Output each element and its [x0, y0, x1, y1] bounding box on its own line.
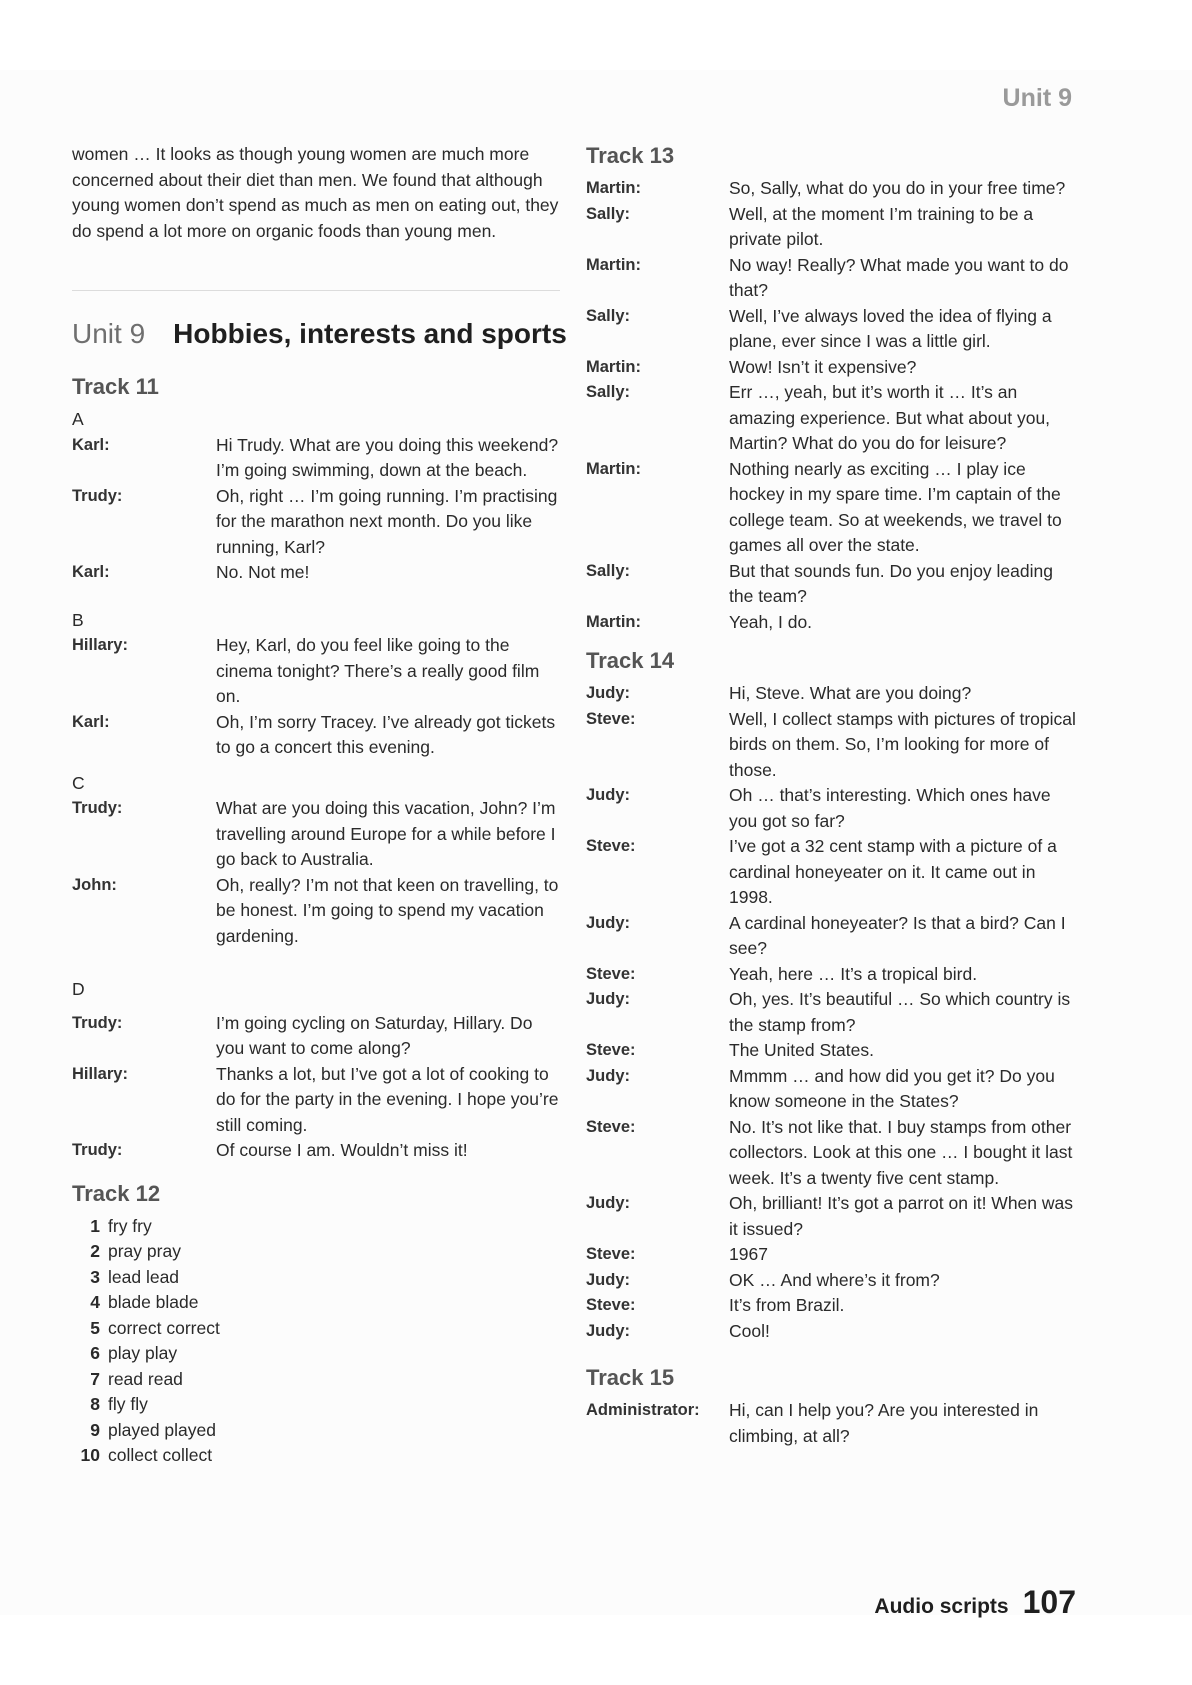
speaker-name: Judy: — [586, 1066, 631, 1085]
dialogue-line — [586, 559, 1076, 610]
speaker-name: Trudy: — [72, 1013, 123, 1032]
dialogue-text: A cardinal honeyeater? Is that a bird? Can I see? — [729, 912, 1066, 958]
dialogue-text: I’m going cycling on Saturday, Hillary. Do you want to come along? — [216, 1012, 533, 1058]
dialogue-text: OK … And where’s it from? — [729, 1269, 940, 1290]
dialogue-text: I’ve got a 32 cent stamp with a picture of a cardinal honeyeater on it. It came out in 1998. — [729, 836, 1057, 907]
dialogue-text: Yeah, I do. — [729, 611, 813, 632]
dialogue-text: Hi, can I help you? Are you interested in climbing, at all? — [729, 1400, 1039, 1446]
dialogue-section-a — [72, 407, 560, 586]
list-item: 4 blade blade — [90, 1292, 199, 1312]
speaker-name: Steve: — [586, 837, 636, 855]
dialogue-line — [586, 911, 1076, 962]
speaker-name: Trudy: — [72, 799, 123, 817]
dialogue-line — [586, 610, 1076, 636]
dialogue-section-b — [72, 608, 560, 761]
dialogue-text: Oh … that’s interesting. Which ones have you got so far? — [729, 785, 1051, 831]
dialogue-line — [586, 202, 1076, 253]
dialogue-line — [586, 1064, 1076, 1115]
speaker-name: Steve: — [586, 1296, 636, 1314]
dialogue-line — [586, 176, 1076, 202]
dialogue-line — [586, 253, 1076, 304]
dialogue-line — [586, 681, 1076, 707]
speaker-name: Sally: — [586, 383, 631, 401]
speaker-name: Steve: — [586, 709, 636, 728]
dialogue-text: 1967 — [729, 1244, 768, 1264]
left-column — [72, 142, 567, 1469]
dialogue-line — [586, 1038, 1076, 1064]
speaker-name: Martin: — [586, 459, 641, 478]
dialogue-section-d — [72, 977, 560, 1164]
list-item: 5 correct correct — [90, 1317, 220, 1338]
dialogue-text: Nothing nearly as exciting … I play ice hockey in my spare time. I’m captain of the college team. So at weekends, we travel to games all over the state. — [729, 458, 1062, 555]
list-item: 10 collect collect — [80, 1445, 213, 1465]
dialogue-line — [586, 1115, 1076, 1192]
dialogue-text: The United States. — [729, 1040, 874, 1060]
dialogue-text: Oh, right … I’m going running. I’m practising for the marathon next month. Do you like running, Karl? — [216, 485, 558, 557]
dialogue-line — [72, 633, 560, 710]
track-13-dialogue — [586, 176, 1076, 635]
speaker-name: Administrator: — [586, 1401, 700, 1419]
section-letter: A — [72, 409, 84, 429]
dialogue-text: Mmmm … and how did you get it? Do you know someone in the States? — [729, 1065, 1055, 1111]
dialogue-line — [72, 484, 560, 561]
page-footer — [874, 1584, 1076, 1621]
dialogue-text: Hi Trudy. What are you doing this weekend? I’m going swimming, down at the beach. — [216, 434, 559, 480]
speaker-name: Karl: — [72, 712, 110, 731]
speaker-name: Karl: — [72, 563, 110, 581]
dialogue-text: Oh, really? I’m not that keen on travelling, to be honest. I’m going to spend my vacation gardening. — [216, 874, 559, 946]
dialogue-line — [586, 707, 1076, 784]
dialogue-line — [586, 457, 1076, 559]
dialogue-text: Of course I am. Wouldn’t miss it! — [216, 1140, 468, 1160]
dialogue-line — [586, 1398, 1076, 1449]
list-item: 8 fly fly — [90, 1394, 148, 1414]
speaker-name: Steve: — [586, 1117, 636, 1136]
speaker-name: Martin: — [586, 255, 641, 274]
dialogue-line — [586, 987, 1076, 1038]
dialogue-text: Cool! — [729, 1320, 770, 1341]
speaker-name: Judy: — [586, 1321, 631, 1340]
speaker-name: Judy: — [586, 1194, 631, 1212]
speaker-name: Martin: — [586, 357, 641, 376]
dialogue-line — [72, 1138, 560, 1164]
track-15-heading: Track 15 — [586, 1365, 675, 1390]
right-column — [586, 142, 1076, 1449]
running-header-unit: Unit 9 — [1002, 84, 1072, 112]
dialogue-text: No. It’s not like that. I buy stamps from other collectors. Look at this one … I bought it last week. It’s a twenty five cent stamp. — [729, 1116, 1073, 1188]
dialogue-line — [586, 834, 1076, 911]
dialogue-text: It’s from Brazil. — [729, 1295, 845, 1315]
dialogue-text: Thanks a lot, but I’ve got a lot of cooking to do for the party in the evening. I hope you’re still coming. — [216, 1063, 559, 1135]
dialogue-text: Well, I collect stamps with pictures of tropical birds on them. So, I’m looking for more of those. — [729, 708, 1076, 780]
dialogue-line — [72, 1011, 560, 1062]
track-15-dialogue — [586, 1398, 1076, 1449]
unit-title: Hobbies, interests and sports — [173, 318, 567, 349]
dialogue-text: No way! Really? What made you want to do that? — [729, 254, 1069, 300]
page-number: 107 — [1022, 1584, 1076, 1620]
dialogue-text: Hi, Steve. What are you doing? — [729, 683, 972, 703]
dialogue-text: Oh, I’m sorry Tracey. I’ve already got tickets to go a concert this evening. — [216, 711, 556, 757]
speaker-name: Steve: — [586, 1041, 636, 1059]
list-item: 1 fry fry — [90, 1215, 152, 1236]
dialogue-line — [586, 1319, 1076, 1345]
dialogue-line — [586, 783, 1076, 834]
dialogue-section-c — [72, 771, 560, 950]
track-14-heading: Track 14 — [586, 648, 675, 673]
speaker-name: Judy: — [586, 913, 631, 932]
dialogue-line — [72, 796, 560, 873]
word-pair-list — [72, 1214, 560, 1469]
section-letter: B — [72, 609, 84, 630]
section-divider — [72, 290, 560, 291]
track-14-dialogue — [586, 681, 1076, 1344]
speaker-name: Trudy: — [72, 1141, 123, 1159]
dialogue-line — [72, 433, 560, 484]
dialogue-line — [586, 1293, 1076, 1319]
dialogue-line — [586, 304, 1076, 355]
dialogue-text: So, Sally, what do you do in your free time? — [729, 178, 1066, 198]
dialogue-text: No. Not me! — [216, 562, 310, 582]
dialogue-line — [586, 962, 1076, 988]
dialogue-text: Oh, yes. It’s beautiful … So which country is the stamp from? — [729, 989, 1071, 1035]
dialogue-line — [72, 560, 560, 586]
dialogue-text: Err …, yeah, but it’s worth it … It’s an amazing experience. But what about you, Martin? What do you do for leisure? — [729, 382, 1051, 453]
dialogue-line — [586, 1191, 1076, 1242]
speaker-name: Trudy: — [72, 486, 123, 505]
dialogue-text: Wow! Isn’t it expensive? — [729, 356, 917, 377]
dialogue-line — [72, 710, 560, 761]
speaker-name: Sally: — [586, 204, 631, 223]
list-item: 3 lead lead — [90, 1266, 180, 1287]
dialogue-text: Yeah, here … It’s a tropical bird. — [729, 963, 978, 984]
track-11-heading: Track 11 — [72, 374, 159, 399]
dialogue-text: Oh, brilliant! It’s got a parrot on it! When was it issued? — [729, 1193, 1074, 1239]
section-letter: C — [72, 772, 85, 793]
track-13-heading: Track 13 — [586, 143, 675, 168]
intro-paragraph: women … It looks as though young women are much more concerned about their diet than men. We found that although young women don’t spend as much as men on eating out, they do spend a lot more on organic foods than young men. — [72, 144, 559, 241]
speaker-name: Judy: — [586, 1270, 631, 1289]
footer-label: Audio scripts — [874, 1595, 1009, 1618]
speaker-name: Sally: — [586, 561, 631, 580]
list-item: 7 read read — [90, 1368, 183, 1389]
list-item: 9 played played — [90, 1419, 216, 1440]
dialogue-text: What are you doing this vacation, John? I’m travelling around Europe for a while before I go back to Australia. — [216, 798, 556, 869]
dialogue-line — [586, 380, 1076, 457]
speaker-name: Martin: — [586, 179, 641, 197]
speaker-name: Steve: — [586, 1245, 636, 1263]
speaker-name: Steve: — [586, 964, 636, 983]
dialogue-line — [72, 873, 560, 950]
track-12-heading: Track 12 — [72, 1180, 161, 1206]
speaker-name: Judy: — [586, 786, 631, 804]
speaker-name: Hillary: — [72, 1064, 128, 1083]
speaker-name: Karl: — [72, 435, 110, 454]
dialogue-line — [72, 1062, 560, 1139]
unit-heading — [72, 317, 567, 351]
dialogue-line — [586, 1242, 1076, 1268]
dialogue-text: Well, I’ve always loved the idea of flying a plane, ever since I was a little girl. — [729, 305, 1052, 351]
speaker-name: Judy: — [586, 990, 631, 1008]
speaker-name: John: — [72, 875, 117, 894]
dialogue-text: Well, at the moment I’m training to be a private pilot. — [729, 203, 1034, 249]
list-item: 2 pray pray — [90, 1241, 181, 1261]
list-item: 6 play play — [90, 1343, 178, 1363]
section-letter: D — [72, 979, 85, 999]
speaker-name: Hillary: — [72, 636, 128, 654]
speaker-name: Judy: — [586, 684, 631, 702]
dialogue-text: But that sounds fun. Do you enjoy leading the team? — [729, 560, 1053, 606]
speaker-name: Martin: — [586, 612, 641, 631]
dialogue-line — [586, 355, 1076, 381]
unit-number: Unit 9 — [72, 318, 146, 349]
dialogue-text: Hey, Karl, do you feel like going to the cinema tonight? There’s a really good film on. — [216, 635, 540, 706]
dialogue-line — [586, 1268, 1076, 1294]
speaker-name: Sally: — [586, 306, 631, 325]
